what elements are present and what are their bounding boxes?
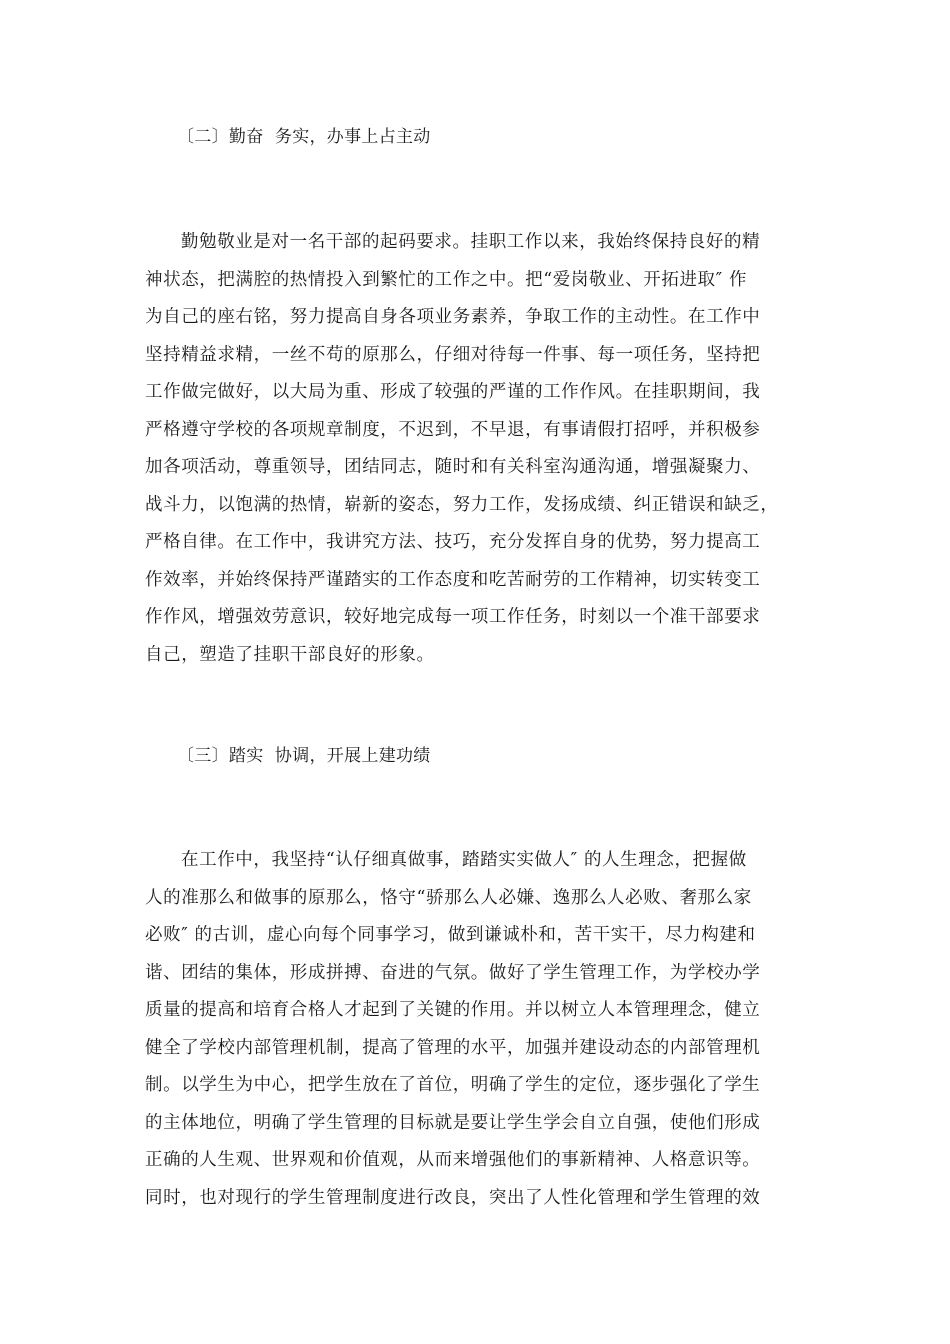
- section-heading-2: 〔二〕勤奋 务实，办事上占主动: [177, 127, 431, 147]
- paragraph-line: 为自己的座右铭，努力提高自身各项业务素养，争取工作的主动性。在工作中: [145, 307, 761, 327]
- paragraph-line: 制。以学生为中心，把学生放在了首位，明确了学生的定位，逐步强化了学生: [145, 1075, 761, 1095]
- paragraph-line: 正确的人生观、世界观和价值观，从而来增强他们的事新精神、人格意识等。: [145, 1150, 761, 1170]
- paragraph-line: 谐、团结的集体，形成拼搏、奋进的气氛。做好了学生管理工作，为学校办学: [145, 962, 761, 983]
- paragraph-line: 作作风，增强效劳意识，较好地完成每一项工作任务，时刻以一个准干部要求: [145, 607, 761, 627]
- paragraph-line: 在工作中，我坚持“认仔细真做事，踏踏实实做人″ 的人生理念，把握做: [181, 850, 747, 870]
- paragraph-line: 必败″ 的古训，虚心向每个同事学习，做到谦诚朴和，苦干实干，尽力构建和: [145, 925, 756, 945]
- paragraph-line: 人的准那么和做事的原那么，恪守“骄那么人必嫌、逸那么人必败、奢那么家: [145, 887, 752, 908]
- paragraph-line: 神状态，把满腔的热情投入到繁忙的工作之中。把“爱岗敬业、开拓进取″ 作: [145, 269, 748, 290]
- paragraph-line: 严格自律。在工作中，我讲究方法、技巧，充分发挥自身的优势，努力提高工: [145, 532, 761, 552]
- paragraph-line: 自己，塑造了挂职干部良好的形象。: [145, 644, 435, 665]
- section-paragraph-3: [145, 842, 805, 1217]
- section-paragraph-2: [145, 224, 805, 674]
- paragraph-line: 质量的提高和培育合格人才起到了关键的作用。并以树立人本管理理念，健立: [145, 1000, 761, 1020]
- paragraph-line: 勤勉敬业是对一名干部的起码要求。挂职工作以来，我始终保持良好的精: [181, 232, 761, 252]
- section-heading-3: 〔三〕踏实 协调，开展上建功绩: [177, 746, 431, 766]
- paragraph-line: 健全了学校内部管理机制，提高了管理的水平，加强并建设动态的内部管理机: [145, 1037, 761, 1058]
- paragraph-line: 同时，也对现行的学生管理制度进行改良，突出了人性化管理和学生管理的效: [145, 1187, 761, 1208]
- paragraph-line: 的主体地位，明确了学生管理的目标就是要让学生学会自立自强，使他们形成: [145, 1112, 761, 1133]
- paragraph-line: 战斗力，以饱满的热情，崭新的姿态，努力工作，发扬成绩、纠正错误和缺乏，: [145, 494, 779, 515]
- paragraph-line: 坚持精益求精，一丝不苟的原那么，仔细对待每一件事、每一项任务，坚持把: [145, 344, 761, 365]
- paragraph-line: 严格遵守学校的各项规章制度，不迟到，不早退，有事请假打招呼，并积极参: [145, 419, 761, 440]
- paragraph-line: 加各项活动，尊重领导，团结同志，随时和有关科室沟通沟通，增强凝聚力、: [145, 457, 761, 477]
- paragraph-line: 工作做完做好，以大局为重、形成了较强的严谨的工作作风。在挂职期间，我: [145, 382, 761, 402]
- paragraph-line: 作效率，并始终保持严谨踏实的工作态度和吃苦耐劳的工作精神，切实转变工: [145, 569, 761, 590]
